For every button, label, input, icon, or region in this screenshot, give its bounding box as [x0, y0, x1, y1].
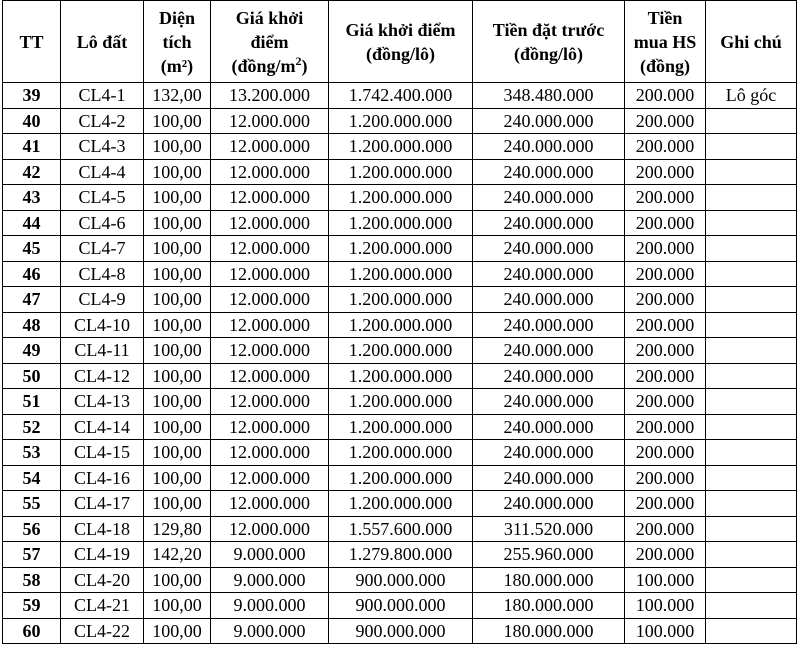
cell-lot: CL4-13 [61, 389, 144, 415]
cell-note: Lô góc [706, 83, 797, 109]
cell-deposit: 240.000.000 [473, 261, 625, 287]
table-row [3, 465, 797, 491]
cell-price-per-m2: 12.000.000 [211, 516, 329, 542]
cell-note [706, 185, 797, 211]
cell-area: 100,00 [144, 338, 211, 364]
cell-lot: CL4-1 [61, 83, 144, 109]
cell-deposit: 255.960.000 [473, 542, 625, 568]
table-row [3, 312, 797, 338]
cell-document-fee: 200.000 [625, 108, 706, 134]
cell-tt: 51 [3, 389, 61, 415]
table-row [3, 159, 797, 185]
header-note: Ghi chú [706, 1, 797, 83]
cell-tt: 41 [3, 134, 61, 160]
cell-deposit: 180.000.000 [473, 618, 625, 644]
cell-tt: 54 [3, 465, 61, 491]
cell-deposit: 240.000.000 [473, 210, 625, 236]
cell-deposit: 240.000.000 [473, 363, 625, 389]
cell-lot: CL4-4 [61, 159, 144, 185]
cell-note [706, 108, 797, 134]
cell-area: 129,80 [144, 516, 211, 542]
cell-area: 142,20 [144, 542, 211, 568]
cell-deposit: 240.000.000 [473, 389, 625, 415]
cell-lot: CL4-8 [61, 261, 144, 287]
cell-note [706, 389, 797, 415]
cell-price-per-lot: 1.200.000.000 [329, 210, 473, 236]
cell-area: 100,00 [144, 108, 211, 134]
auction-lot-table [2, 0, 797, 644]
cell-deposit: 240.000.000 [473, 134, 625, 160]
cell-note [706, 236, 797, 262]
cell-price-per-lot: 1.200.000.000 [329, 261, 473, 287]
cell-document-fee: 200.000 [625, 134, 706, 160]
cell-lot: CL4-18 [61, 516, 144, 542]
table-row [3, 618, 797, 644]
cell-lot: CL4-11 [61, 338, 144, 364]
cell-price-per-m2: 12.000.000 [211, 134, 329, 160]
cell-tt: 39 [3, 83, 61, 109]
cell-document-fee: 200.000 [625, 312, 706, 338]
table-row [3, 567, 797, 593]
cell-price-per-lot: 1.200.000.000 [329, 134, 473, 160]
cell-document-fee: 200.000 [625, 491, 706, 517]
cell-note [706, 210, 797, 236]
cell-tt: 55 [3, 491, 61, 517]
cell-deposit: 240.000.000 [473, 312, 625, 338]
cell-tt: 50 [3, 363, 61, 389]
cell-lot: CL4-16 [61, 465, 144, 491]
cell-area: 100,00 [144, 236, 211, 262]
table-row [3, 389, 797, 415]
cell-deposit: 240.000.000 [473, 465, 625, 491]
cell-note [706, 593, 797, 619]
cell-note [706, 363, 797, 389]
cell-price-per-m2: 12.000.000 [211, 210, 329, 236]
cell-note [706, 542, 797, 568]
header-lot: Lô đất [61, 1, 144, 83]
cell-price-per-m2: 12.000.000 [211, 261, 329, 287]
cell-price-per-lot: 1.200.000.000 [329, 491, 473, 517]
cell-document-fee: 200.000 [625, 389, 706, 415]
cell-tt: 60 [3, 618, 61, 644]
cell-lot: CL4-12 [61, 363, 144, 389]
table-row [3, 414, 797, 440]
cell-tt: 49 [3, 338, 61, 364]
cell-document-fee: 100.000 [625, 567, 706, 593]
cell-document-fee: 200.000 [625, 338, 706, 364]
cell-document-fee: 200.000 [625, 210, 706, 236]
cell-note [706, 261, 797, 287]
cell-tt: 59 [3, 593, 61, 619]
cell-lot: CL4-19 [61, 542, 144, 568]
cell-tt: 46 [3, 261, 61, 287]
cell-note [706, 491, 797, 517]
cell-price-per-m2: 12.000.000 [211, 389, 329, 415]
table-row [3, 542, 797, 568]
cell-area: 100,00 [144, 159, 211, 185]
cell-lot: CL4-14 [61, 414, 144, 440]
cell-lot: CL4-10 [61, 312, 144, 338]
cell-tt: 53 [3, 440, 61, 466]
cell-area: 100,00 [144, 491, 211, 517]
cell-deposit: 240.000.000 [473, 159, 625, 185]
cell-document-fee: 200.000 [625, 363, 706, 389]
cell-price-per-lot: 1.200.000.000 [329, 389, 473, 415]
cell-tt: 57 [3, 542, 61, 568]
cell-document-fee: 200.000 [625, 440, 706, 466]
cell-price-per-lot: 1.200.000.000 [329, 159, 473, 185]
cell-price-per-m2: 9.000.000 [211, 618, 329, 644]
cell-price-per-lot: 1.200.000.000 [329, 236, 473, 262]
cell-document-fee: 100.000 [625, 593, 706, 619]
cell-deposit: 240.000.000 [473, 440, 625, 466]
cell-deposit: 348.480.000 [473, 83, 625, 109]
cell-deposit: 240.000.000 [473, 185, 625, 211]
cell-price-per-m2: 12.000.000 [211, 108, 329, 134]
cell-price-per-m2: 12.000.000 [211, 159, 329, 185]
cell-document-fee: 200.000 [625, 414, 706, 440]
table-row [3, 491, 797, 517]
table-row [3, 185, 797, 211]
cell-area: 100,00 [144, 618, 211, 644]
cell-note [706, 338, 797, 364]
cell-area: 100,00 [144, 465, 211, 491]
header-tt: TT [3, 1, 61, 83]
cell-document-fee: 200.000 [625, 287, 706, 313]
cell-deposit: 240.000.000 [473, 108, 625, 134]
cell-price-per-lot: 1.200.000.000 [329, 185, 473, 211]
cell-deposit: 240.000.000 [473, 236, 625, 262]
table-row [3, 363, 797, 389]
cell-tt: 42 [3, 159, 61, 185]
cell-price-per-m2: 12.000.000 [211, 185, 329, 211]
cell-price-per-m2: 9.000.000 [211, 567, 329, 593]
table-row [3, 516, 797, 542]
table-row [3, 593, 797, 619]
header-price-per-lot: Giá khởi điểm (đồng/lô) [329, 1, 473, 83]
cell-price-per-lot: 1.200.000.000 [329, 108, 473, 134]
cell-price-per-lot: 1.200.000.000 [329, 440, 473, 466]
cell-price-per-m2: 12.000.000 [211, 465, 329, 491]
header-row [3, 1, 797, 83]
cell-price-per-lot: 1.200.000.000 [329, 465, 473, 491]
cell-price-per-m2: 12.000.000 [211, 236, 329, 262]
cell-tt: 48 [3, 312, 61, 338]
cell-deposit: 240.000.000 [473, 338, 625, 364]
header-price-per-m2: Giá khởi điểm $(đồng/m^2)$ [211, 1, 329, 83]
cell-document-fee: 200.000 [625, 185, 706, 211]
table-row [3, 134, 797, 160]
cell-lot: CL4-9 [61, 287, 144, 313]
cell-tt: 43 [3, 185, 61, 211]
cell-document-fee: 200.000 [625, 516, 706, 542]
cell-lot: CL4-6 [61, 210, 144, 236]
cell-lot: CL4-15 [61, 440, 144, 466]
table-row [3, 261, 797, 287]
cell-lot: CL4-2 [61, 108, 144, 134]
cell-price-per-m2: 12.000.000 [211, 491, 329, 517]
cell-area: 100,00 [144, 134, 211, 160]
cell-area: 100,00 [144, 312, 211, 338]
cell-price-per-lot: 1.200.000.000 [329, 363, 473, 389]
cell-price-per-m2: 12.000.000 [211, 440, 329, 466]
cell-price-per-m2: 12.000.000 [211, 287, 329, 313]
cell-deposit: 180.000.000 [473, 567, 625, 593]
cell-area: 100,00 [144, 414, 211, 440]
cell-document-fee: 200.000 [625, 465, 706, 491]
cell-note [706, 134, 797, 160]
cell-tt: 45 [3, 236, 61, 262]
cell-lot: CL4-7 [61, 236, 144, 262]
cell-area: 132,00 [144, 83, 211, 109]
cell-note [706, 516, 797, 542]
cell-note [706, 567, 797, 593]
cell-deposit: 240.000.000 [473, 491, 625, 517]
table-row [3, 440, 797, 466]
table-row [3, 83, 797, 109]
cell-document-fee: 200.000 [625, 261, 706, 287]
cell-price-per-m2: 13.200.000 [211, 83, 329, 109]
table-row [3, 210, 797, 236]
cell-price-per-lot: 1.200.000.000 [329, 338, 473, 364]
cell-deposit: 240.000.000 [473, 414, 625, 440]
header-deposit: Tiền đặt trước (đồng/lô) [473, 1, 625, 83]
cell-lot: CL4-17 [61, 491, 144, 517]
cell-area: 100,00 [144, 363, 211, 389]
cell-document-fee: 200.000 [625, 159, 706, 185]
cell-price-per-m2: 12.000.000 [211, 338, 329, 364]
cell-area: 100,00 [144, 593, 211, 619]
cell-price-per-lot: 1.200.000.000 [329, 287, 473, 313]
cell-document-fee: 200.000 [625, 236, 706, 262]
cell-lot: CL4-3 [61, 134, 144, 160]
cell-document-fee: 200.000 [625, 83, 706, 109]
table-row [3, 236, 797, 262]
cell-note [706, 287, 797, 313]
cell-note [706, 159, 797, 185]
cell-note [706, 312, 797, 338]
cell-price-per-m2: 9.000.000 [211, 593, 329, 619]
cell-area: 100,00 [144, 440, 211, 466]
cell-document-fee: 100.000 [625, 618, 706, 644]
cell-note [706, 465, 797, 491]
cell-price-per-lot: 1.200.000.000 [329, 312, 473, 338]
cell-area: 100,00 [144, 185, 211, 211]
cell-deposit: 240.000.000 [473, 287, 625, 313]
cell-area: 100,00 [144, 389, 211, 415]
cell-price-per-m2: 12.000.000 [211, 312, 329, 338]
cell-price-per-lot: 1.557.600.000 [329, 516, 473, 542]
cell-price-per-m2: 12.000.000 [211, 363, 329, 389]
cell-tt: 44 [3, 210, 61, 236]
cell-price-per-lot: 1.200.000.000 [329, 414, 473, 440]
cell-price-per-lot: 900.000.000 [329, 593, 473, 619]
cell-price-per-lot: 900.000.000 [329, 567, 473, 593]
table-row [3, 287, 797, 313]
table-row [3, 108, 797, 134]
cell-area: 100,00 [144, 567, 211, 593]
cell-tt: 40 [3, 108, 61, 134]
cell-tt: 58 [3, 567, 61, 593]
cell-document-fee: 200.000 [625, 542, 706, 568]
header-area: Diện tích (m²) [144, 1, 211, 83]
cell-note [706, 414, 797, 440]
cell-price-per-lot: 1.742.400.000 [329, 83, 473, 109]
cell-tt: 56 [3, 516, 61, 542]
cell-tt: 52 [3, 414, 61, 440]
cell-tt: 47 [3, 287, 61, 313]
cell-lot: CL4-20 [61, 567, 144, 593]
cell-area: 100,00 [144, 261, 211, 287]
table-row [3, 338, 797, 364]
cell-deposit: 311.520.000 [473, 516, 625, 542]
header-document-fee: Tiền mua HS (đồng) [625, 1, 706, 83]
cell-note [706, 618, 797, 644]
cell-price-per-m2: 12.000.000 [211, 414, 329, 440]
cell-deposit: 180.000.000 [473, 593, 625, 619]
cell-lot: CL4-5 [61, 185, 144, 211]
cell-area: 100,00 [144, 287, 211, 313]
cell-price-per-lot: 1.279.800.000 [329, 542, 473, 568]
cell-price-per-lot: 900.000.000 [329, 618, 473, 644]
cell-price-per-m2: 9.000.000 [211, 542, 329, 568]
cell-area: 100,00 [144, 210, 211, 236]
cell-note [706, 440, 797, 466]
cell-lot: CL4-21 [61, 593, 144, 619]
cell-lot: CL4-22 [61, 618, 144, 644]
